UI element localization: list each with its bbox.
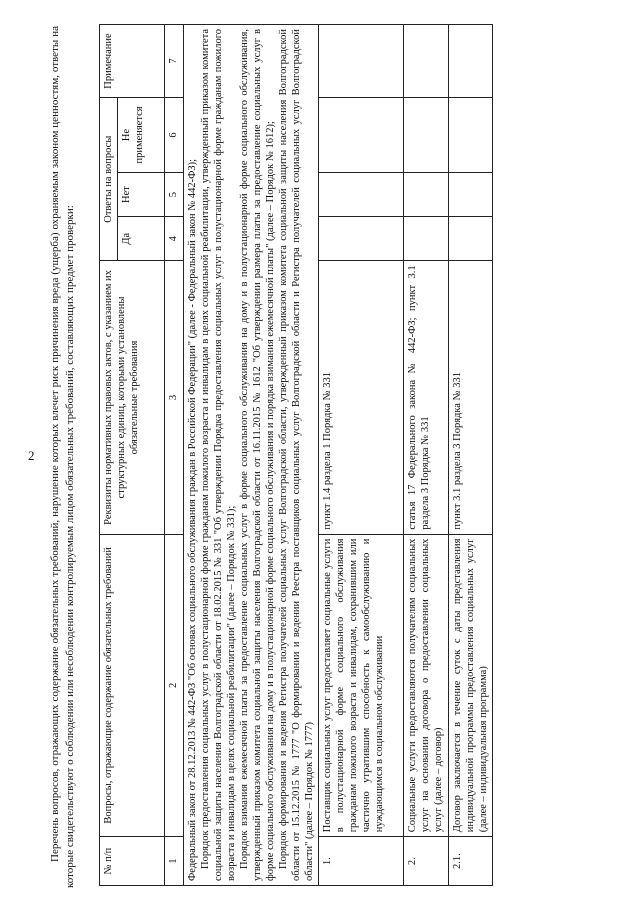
answer-no-cell[interactable] xyxy=(404,172,449,216)
row-num: 2. xyxy=(404,837,449,886)
row-requisites: пункт 3.1 раздела 3 Порядка № 331 xyxy=(449,261,493,534)
header-answers: Ответы на вопросы xyxy=(100,98,118,261)
col-number: 6 xyxy=(165,98,184,173)
rotated-page-content xyxy=(15,18,615,888)
header-no: Нет xyxy=(118,172,165,216)
legal-basis-item: Федеральный закон от 28.12.2013 № 442-ФЗ "Об основах социального обслуживания граждан в Российской Федерации" (далее - Федеральный закон № 442-ФЗ); xyxy=(187,158,198,881)
table-row xyxy=(449,25,493,886)
col-number: 5 xyxy=(165,172,184,216)
answer-na-cell[interactable] xyxy=(319,98,404,173)
checklist-table xyxy=(99,24,493,886)
column-number-row xyxy=(165,25,184,886)
remark-cell[interactable] xyxy=(404,25,449,98)
legal-basis-row xyxy=(184,25,319,886)
answer-yes-cell[interactable] xyxy=(449,217,493,261)
row-question: Социальные услуги предоставляются получателям социальных услуг на основании договора о предоставлении социальных услуг (далее – договор) xyxy=(404,534,449,837)
row-num: 1. xyxy=(319,837,404,886)
col-number: 4 xyxy=(165,217,184,261)
col-number: 1 xyxy=(165,837,184,886)
row-num: 2.1. xyxy=(449,837,493,886)
intro-text: Перечень вопросов, отражающих содержание обязательных требований, нарушение которых влечет риск причинения вреда (ущерба) охраняемым законом ценностям, ответы на которые свидетельствуют о соблюдении или несоблюдении контролируемым лицом обязательных требований, составляющих предмет проверки: xyxy=(49,26,76,888)
remark-cell[interactable] xyxy=(319,25,404,98)
row-requisites: пункт 1.4 раздела 1 Порядка № 331 xyxy=(319,261,404,534)
legal-basis-item: Порядок предоставления социальных услуг в полустационарной форме гражданам пожилого возраста и инвалидам в целях социальной реабилитации, утвержденный приказом комитета социальной защиты населения Волгоградской области от 18.02.2015 № 331 "Об утверждении Порядка предоставления социальных услуг в полустационарной форме гражданам пожилого возраста и инвалидам в целях социальной реабилитации" (далее – Порядок № 331); xyxy=(200,29,237,881)
row-question: Поставщик социальных услуг предоставляет социальные услуги в полустационарной форме социального обслуживания гражданам пожилого возраста и инвалидам, сохранившим или частично утратившим способность к самообслуживанию и нуждающимся в социальном обслуживании xyxy=(319,534,404,837)
col-number: 2 xyxy=(165,534,184,837)
answer-no-cell[interactable] xyxy=(449,172,493,216)
legal-basis-item: Порядок взимания ежемесячной платы за предоставление социальных услуг в форме социального обслуживания на дому и в полустационарной форме социального обслуживания, утвержденный приказом комитета социальной защиты населения Волгоградской области от 16.11.2015 № 1612 "Об утверждении размера платы за предоставление социальных услуг в форме социального обслуживания на дому и в полустационарной форме социального обслуживания и порядка взимания ежемесячной платы" (далее – Порядок № 1612); xyxy=(239,29,276,881)
header-row xyxy=(100,25,118,886)
row-question: Договор заключается в течение суток с даты представления индивидуальной программы предоставления социальных услуг (далее – индивидуальная программа) xyxy=(449,534,493,837)
header-na: Не применяется xyxy=(118,98,165,173)
col-number: 3 xyxy=(165,261,184,534)
page-number: 2 xyxy=(28,448,35,463)
remark-cell[interactable] xyxy=(449,25,493,98)
answer-na-cell[interactable] xyxy=(404,98,449,173)
header-yes: Да xyxy=(118,217,165,261)
table-row xyxy=(319,25,404,886)
header-num: № п/п xyxy=(100,837,165,886)
table-row xyxy=(404,25,449,886)
answer-no-cell[interactable] xyxy=(319,172,404,216)
legal-basis-item: Порядок формирования и ведения Регистра получателей социальных услуг Волгоградской области, утвержденный приказом комитета социальной защиты населения Волгоградской области от 15.12.2015 № 1777 "О формировании и ведении Реестра поставщиков социальных услуг Волгоградской области и Регистра получателей социальных услуг Волгоградской области" (далее – Порядок № 1777) xyxy=(278,29,315,881)
legal-basis-cell xyxy=(184,25,319,886)
intro-paragraph xyxy=(48,26,77,888)
answer-yes-cell[interactable] xyxy=(404,217,449,261)
answer-na-cell[interactable] xyxy=(449,98,493,173)
col-number: 7 xyxy=(165,25,184,98)
header-requisites: Реквизиты нормативных правовых актов, с указанием их структурных единиц, которыми установлены обязательные требования xyxy=(100,261,165,534)
row-requisites: статья 17 Федерального закона № 442-ФЗ; пункт 3.1 раздела 3 Порядка № 331 xyxy=(404,261,449,534)
answer-yes-cell[interactable] xyxy=(319,217,404,261)
header-question: Вопросы, отражающие содержание обязательных требований xyxy=(100,534,165,837)
header-remark: Примечание xyxy=(100,25,165,98)
